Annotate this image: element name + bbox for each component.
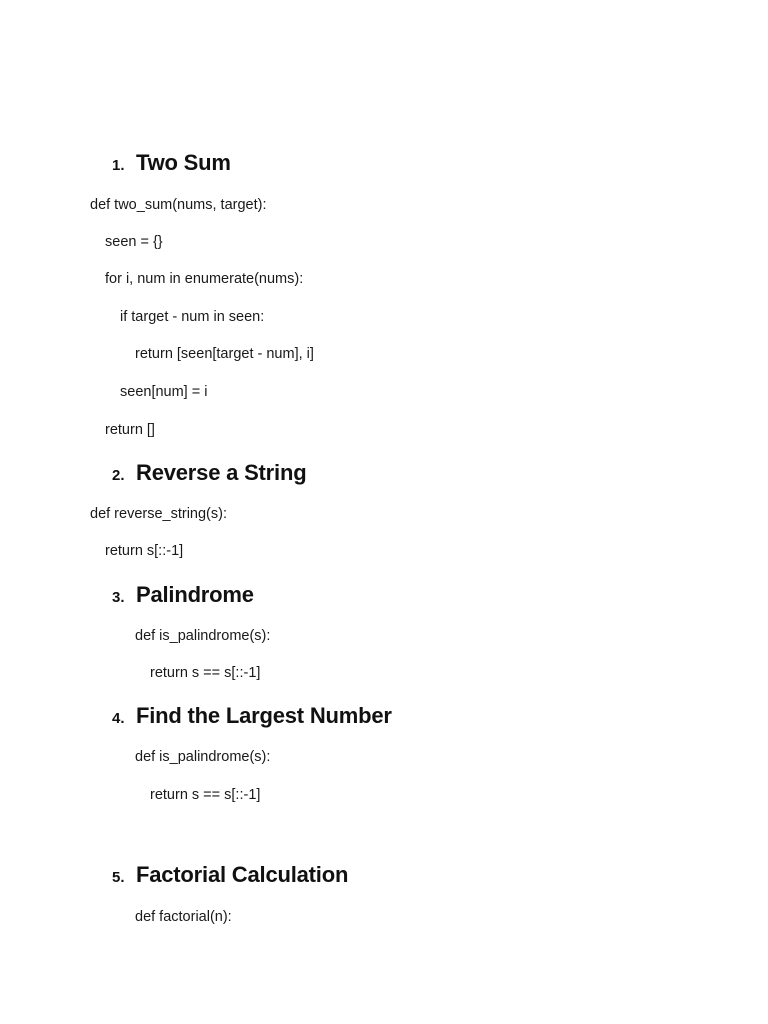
code-line: def factorial(n): — [135, 909, 232, 925]
section-title: Find the Largest Number — [136, 703, 392, 728]
code-line: def reverse_string(s): — [90, 506, 227, 522]
section-title: Two Sum — [136, 150, 231, 175]
section-heading-reverse-string — [112, 460, 306, 486]
code-line: def two_sum(nums, target): — [90, 197, 267, 213]
code-line: for i, num in enumerate(nums): — [105, 271, 304, 287]
section-heading-largest-number — [112, 703, 392, 729]
section-number: 4. — [112, 710, 125, 727]
code-line: if target - num in seen: — [120, 309, 265, 325]
code-line: seen[num] = i — [120, 384, 208, 400]
section-number: 3. — [112, 589, 125, 606]
section-heading-two-sum — [112, 150, 231, 176]
code-line: seen = {} — [105, 234, 163, 250]
code-line: return s == s[::-1] — [150, 665, 261, 681]
section-title: Reverse a String — [136, 460, 307, 485]
section-title: Factorial Calculation — [136, 862, 349, 887]
code-line: return s[::-1] — [105, 543, 184, 559]
section-heading-palindrome — [112, 582, 254, 608]
section-number: 5. — [112, 869, 125, 886]
code-line: return [] — [105, 422, 155, 438]
code-line: def is_palindrome(s): — [135, 628, 271, 644]
section-number: 2. — [112, 467, 125, 484]
section-heading-factorial — [112, 862, 348, 888]
section-number: 1. — [112, 157, 125, 174]
code-line: def is_palindrome(s): — [135, 749, 271, 765]
code-line: return s == s[::-1] — [150, 787, 261, 803]
code-line: return [seen[target - num], i] — [135, 346, 314, 362]
section-title: Palindrome — [136, 582, 254, 607]
